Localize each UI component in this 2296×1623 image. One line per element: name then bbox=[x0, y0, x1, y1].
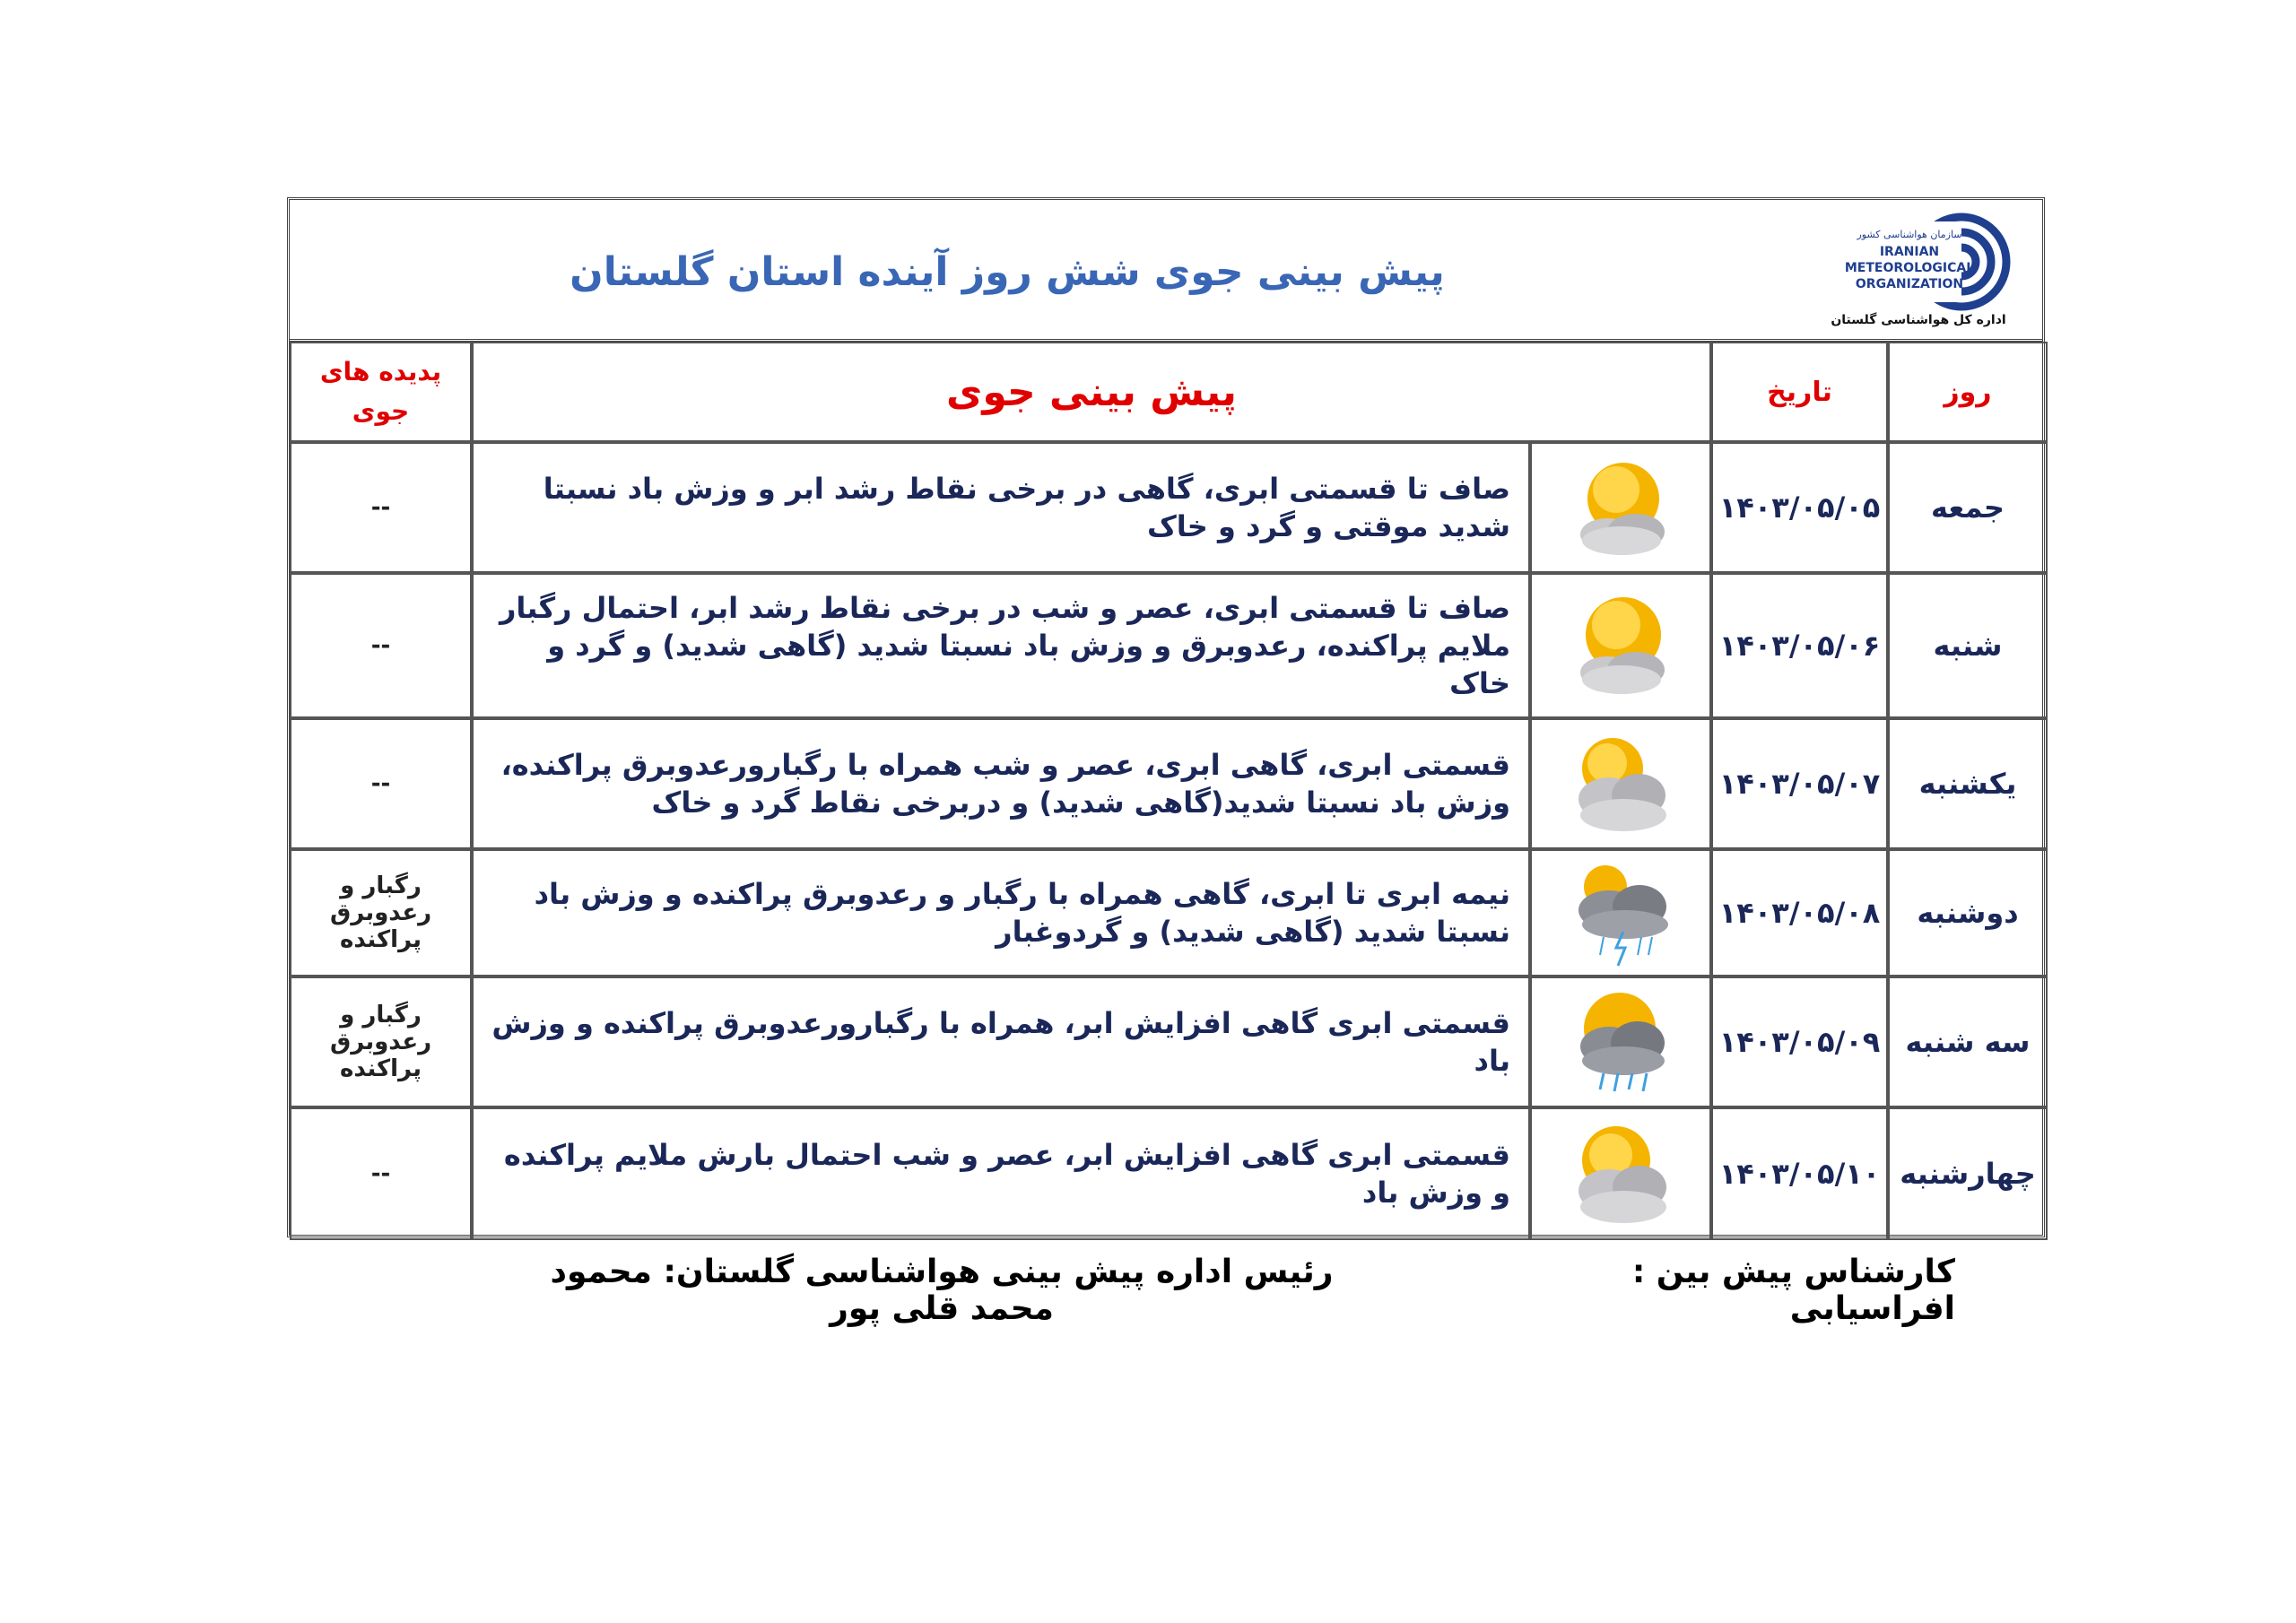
forecast-cell: قسمتی ابری، گاهی ابری، عصر و شب همراه با رگبارورعدوبرق پراکنده، وزش باد نسبتا شدید(گاهی شدید) و دربرخی نقاط گرد و خاک bbox=[472, 718, 1530, 849]
weather-icon-cell bbox=[1530, 573, 1711, 718]
forecast-cell: صاف تا قسمتی ابری، عصر و شب در برخی نقاط رشد ابر، احتمال رگبار ملایم پراکنده، رعدوبرق و وزش باد نسبتا شدید (گاهی شدید) و گرد و خاک bbox=[472, 573, 1530, 718]
logo-text-fa: سازمان هواشناسی کشور bbox=[1857, 229, 1962, 240]
phenomena-cell: رگبار و رعدوبرق پراکنده bbox=[290, 976, 472, 1107]
forecast-sheet bbox=[287, 197, 2045, 1237]
column-header-phenomena: پدیده های جوی bbox=[290, 342, 472, 442]
table-header-row bbox=[290, 342, 2048, 442]
weather-icon-cell bbox=[1530, 976, 1711, 1107]
forecast-cell: نیمه ابری تا ابری، گاهی همراه با رگبار و رعدوبرق پراکنده و وزش باد نسبتا شدید (گاهی شدید) و گردوغبار bbox=[472, 849, 1530, 976]
cloudy-sun-icon bbox=[1553, 1115, 1688, 1232]
rain-cloud-sun-icon bbox=[1553, 984, 1688, 1100]
day-cell: دوشنبه bbox=[1888, 849, 2048, 976]
day-cell: چهارشنبه bbox=[1888, 1107, 2048, 1240]
page-title: پیش بینی جوی شش روز آینده استان گلستان bbox=[570, 249, 1445, 295]
table-row bbox=[290, 442, 2048, 573]
phenomena-cell: -- bbox=[290, 573, 472, 718]
logo-text-organization: ORGANIZATION bbox=[1855, 277, 1964, 291]
table-row bbox=[290, 1107, 2048, 1240]
date-cell: ۱۴۰۳/۰۵/۰۵ bbox=[1711, 442, 1888, 573]
header bbox=[290, 200, 2042, 342]
logo-caption: اداره کل هواشناسی گلستان bbox=[1831, 313, 2006, 327]
column-header-day: روز bbox=[1888, 342, 2048, 442]
date-cell: ۱۴۰۳/۰۵/۰۷ bbox=[1711, 718, 1888, 849]
date-cell: ۱۴۰۳/۰۵/۰۹ bbox=[1711, 976, 1888, 1107]
date-cell: ۱۴۰۳/۰۵/۱۰ bbox=[1711, 1107, 1888, 1240]
table-row bbox=[290, 976, 2048, 1107]
thunderstorm-icon bbox=[1553, 855, 1688, 971]
day-cell: جمعه bbox=[1888, 442, 2048, 573]
date-cell: ۱۴۰۳/۰۵/۰۸ bbox=[1711, 849, 1888, 976]
forecast-table bbox=[290, 342, 2048, 1240]
column-header-date: تاریخ bbox=[1711, 342, 1888, 442]
phenomena-cell: -- bbox=[290, 718, 472, 849]
day-cell: یکشنبه bbox=[1888, 718, 2048, 849]
table-row bbox=[290, 849, 2048, 976]
forecast-cell: قسمتی ابری گاهی افزایش ابر، همراه با رگبارورعدوبرق پراکنده و وزش باد bbox=[472, 976, 1530, 1107]
day-cell: شنبه bbox=[1888, 573, 2048, 718]
partly-cloudy-sun-icon bbox=[1553, 449, 1688, 566]
weather-icon-cell bbox=[1530, 718, 1711, 849]
day-cell: سه شنبه bbox=[1888, 976, 2048, 1107]
weather-icon-cell bbox=[1530, 849, 1711, 976]
organization-logo bbox=[1811, 213, 2026, 327]
table-row bbox=[290, 718, 2048, 849]
column-header-forecast: پیش بینی جوی bbox=[472, 342, 1711, 442]
phenomena-cell: رگبار و رعدوبرق پراکنده bbox=[290, 849, 472, 976]
weather-icon-cell bbox=[1530, 1107, 1711, 1240]
meteorological-logo-icon bbox=[1811, 213, 2026, 311]
phenomena-cell: -- bbox=[290, 1107, 472, 1240]
table-row bbox=[290, 573, 2048, 718]
weather-icon-cell bbox=[1530, 442, 1711, 573]
logo-text-iranian: IRANIAN bbox=[1879, 245, 1940, 259]
cloudy-sun-icon bbox=[1553, 725, 1688, 842]
forecast-cell: قسمتی ابری گاهی افزایش ابر، عصر و شب احتمال بارش ملایم پراکنده و وزش باد bbox=[472, 1107, 1530, 1240]
partly-cloudy-sun-icon bbox=[1553, 583, 1688, 708]
logo-text-meteorological: METEOROLOGICAL bbox=[1844, 261, 1975, 275]
phenomena-cell: -- bbox=[290, 442, 472, 573]
forecaster-signature: کارشناس پیش بین : افراسیابی bbox=[1631, 1254, 1955, 1327]
forecast-cell: صاف تا قسمتی ابری، گاهی در برخی نقاط رشد ابر و وزش باد نسبتا شدید موقتی و گرد و خاک bbox=[472, 442, 1530, 573]
head-of-forecasting-signature: رئیس اداره پیش بینی هواشناسی گلستان: محمود محمد قلی پور bbox=[550, 1254, 1334, 1327]
date-cell: ۱۴۰۳/۰۵/۰۶ bbox=[1711, 573, 1888, 718]
